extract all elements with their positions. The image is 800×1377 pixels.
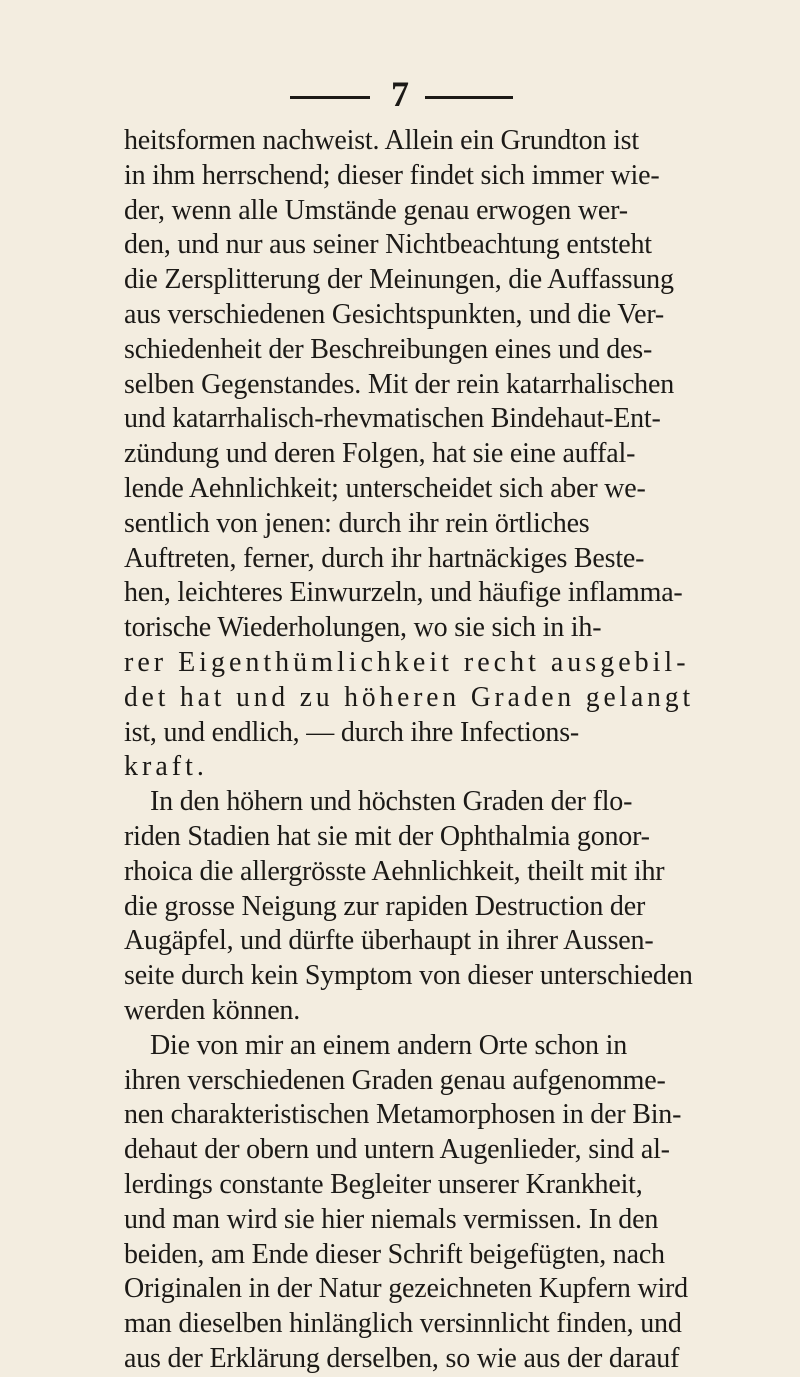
text-line-content: nen charakteristischen Metamorphosen in der Bin- — [124, 1099, 682, 1131]
text-line-content: der, wenn alle Umstände genau erwogen wer- — [124, 194, 628, 226]
text-line — [124, 263, 694, 298]
text-line-content: Originalen in der Natur gezeichneten Kupfern wird — [124, 1273, 688, 1305]
text-line — [124, 1342, 694, 1377]
text-line — [124, 611, 694, 646]
text-line-content: zündung und deren Folgen, hat sie eine auffal- — [124, 438, 636, 470]
text-line-content: Die von mir an einem andern Orte schon in — [150, 1029, 627, 1061]
text-line — [124, 1272, 694, 1307]
text-line-content: lerdings constante Begleiter unserer Krankheit, — [124, 1168, 643, 1200]
text-line-content: hen, leichteres Einwurzeln, und häufige inflamma- — [124, 577, 683, 609]
text-line — [124, 1029, 694, 1064]
text-line-content: Augäpfel, und dürfte überhaupt in ihrer Aussen- — [124, 925, 654, 957]
text-line — [124, 959, 694, 994]
text-line — [124, 228, 694, 263]
text-line — [124, 159, 694, 194]
text-line-content: det hat und zu höheren Graden gelangt — [124, 681, 694, 713]
text-line — [124, 1064, 694, 1099]
text-line-content: aus verschiedenen Gesichtspunkten, und die Ver- — [124, 298, 665, 330]
text-line — [124, 1168, 694, 1203]
text-line — [124, 681, 694, 716]
text-line-content: die grosse Neigung zur rapiden Destruction der — [124, 890, 646, 922]
text-line-content: ihren verschiedenen Graden genau aufgenomme- — [124, 1064, 666, 1096]
text-line-content: In den höhern und höchsten Graden der flo- — [150, 786, 633, 818]
text-line — [124, 785, 694, 820]
text-line — [124, 1203, 694, 1238]
text-line — [124, 924, 694, 959]
text-line — [124, 1238, 694, 1273]
text-line — [124, 855, 694, 890]
text-line-content: und man wird sie hier niemals vermissen. In den — [124, 1203, 659, 1235]
text-line-content: heitsformen nachweist. Allein ein Grundton ist — [124, 125, 639, 156]
text-line — [124, 716, 694, 751]
text-line-content: man dieselben hinlänglich versinnlicht finden, und — [124, 1308, 682, 1340]
text-line-content: torische Wiederholungen, wo sie sich in ih- — [124, 612, 602, 644]
text-line-content: rhoica die allergrösste Aehnlichkeit, theilt mit ihr — [124, 855, 665, 887]
header-rule-right — [425, 96, 513, 99]
text-line — [124, 1307, 694, 1342]
text-line — [124, 368, 694, 403]
text-line-content: schiedenheit der Beschreibungen eines und des- — [124, 333, 653, 365]
text-line-content: riden Stadien hat sie mit der Ophthalmia gonor- — [124, 820, 650, 852]
text-line-content: in ihm herrschend; dieser findet sich immer wie- — [124, 159, 660, 191]
text-line — [124, 576, 694, 611]
text-line-content: seite durch kein Symptom von dieser unterschieden — [124, 960, 693, 992]
text-line-content: selben Gegenstandes. Mit der rein katarrhalischen — [124, 368, 674, 400]
header-rule-left — [290, 96, 370, 99]
text-line — [124, 437, 694, 472]
text-line-content: aus der Erklärung derselben, so wie aus der darauf — [124, 1342, 680, 1374]
text-line — [124, 507, 694, 542]
text-line-content: werden können. — [124, 994, 301, 1026]
page-number: 7 — [391, 74, 409, 114]
text-line-content: beiden, am Ende dieser Schrift beigefügten, nach — [124, 1238, 665, 1270]
body-text — [124, 124, 694, 1377]
text-line — [124, 124, 694, 159]
text-line — [124, 750, 694, 785]
text-line — [124, 890, 694, 925]
text-line-content: dehaut der obern und untern Augenlieder, sind al- — [124, 1134, 670, 1166]
text-line-content: kraft. — [124, 751, 208, 783]
text-line-content: die Zersplitterung der Meinungen, die Auffassung — [124, 264, 674, 296]
text-line — [124, 820, 694, 855]
text-line — [124, 194, 694, 229]
text-line-content: ist, und endlich, — durch ihre Infections- — [124, 716, 580, 748]
text-line-content: sentlich von jenen: durch ihr rein örtliches — [124, 507, 590, 539]
text-line-content: den, und nur aus seiner Nichtbeachtung entsteht — [124, 229, 652, 261]
text-line-content: und katarrhalisch-rhevmatischen Bindehaut-Ent- — [124, 403, 661, 435]
text-line — [124, 994, 694, 1029]
text-line — [124, 333, 694, 368]
text-line-content: rer Eigenthümlichkeit recht ausgebil- — [124, 646, 690, 678]
text-line — [124, 298, 694, 333]
text-line-content: Auftreten, ferner, durch ihr hartnäckiges Beste- — [124, 542, 645, 574]
text-line — [124, 402, 694, 437]
text-line — [124, 646, 694, 681]
text-line-content: lende Aehnlichkeit; unterscheidet sich aber we- — [124, 472, 646, 504]
text-line — [124, 1133, 694, 1168]
text-line — [124, 542, 694, 577]
text-line — [124, 472, 694, 507]
text-line — [124, 1098, 694, 1133]
page-header — [0, 74, 800, 114]
